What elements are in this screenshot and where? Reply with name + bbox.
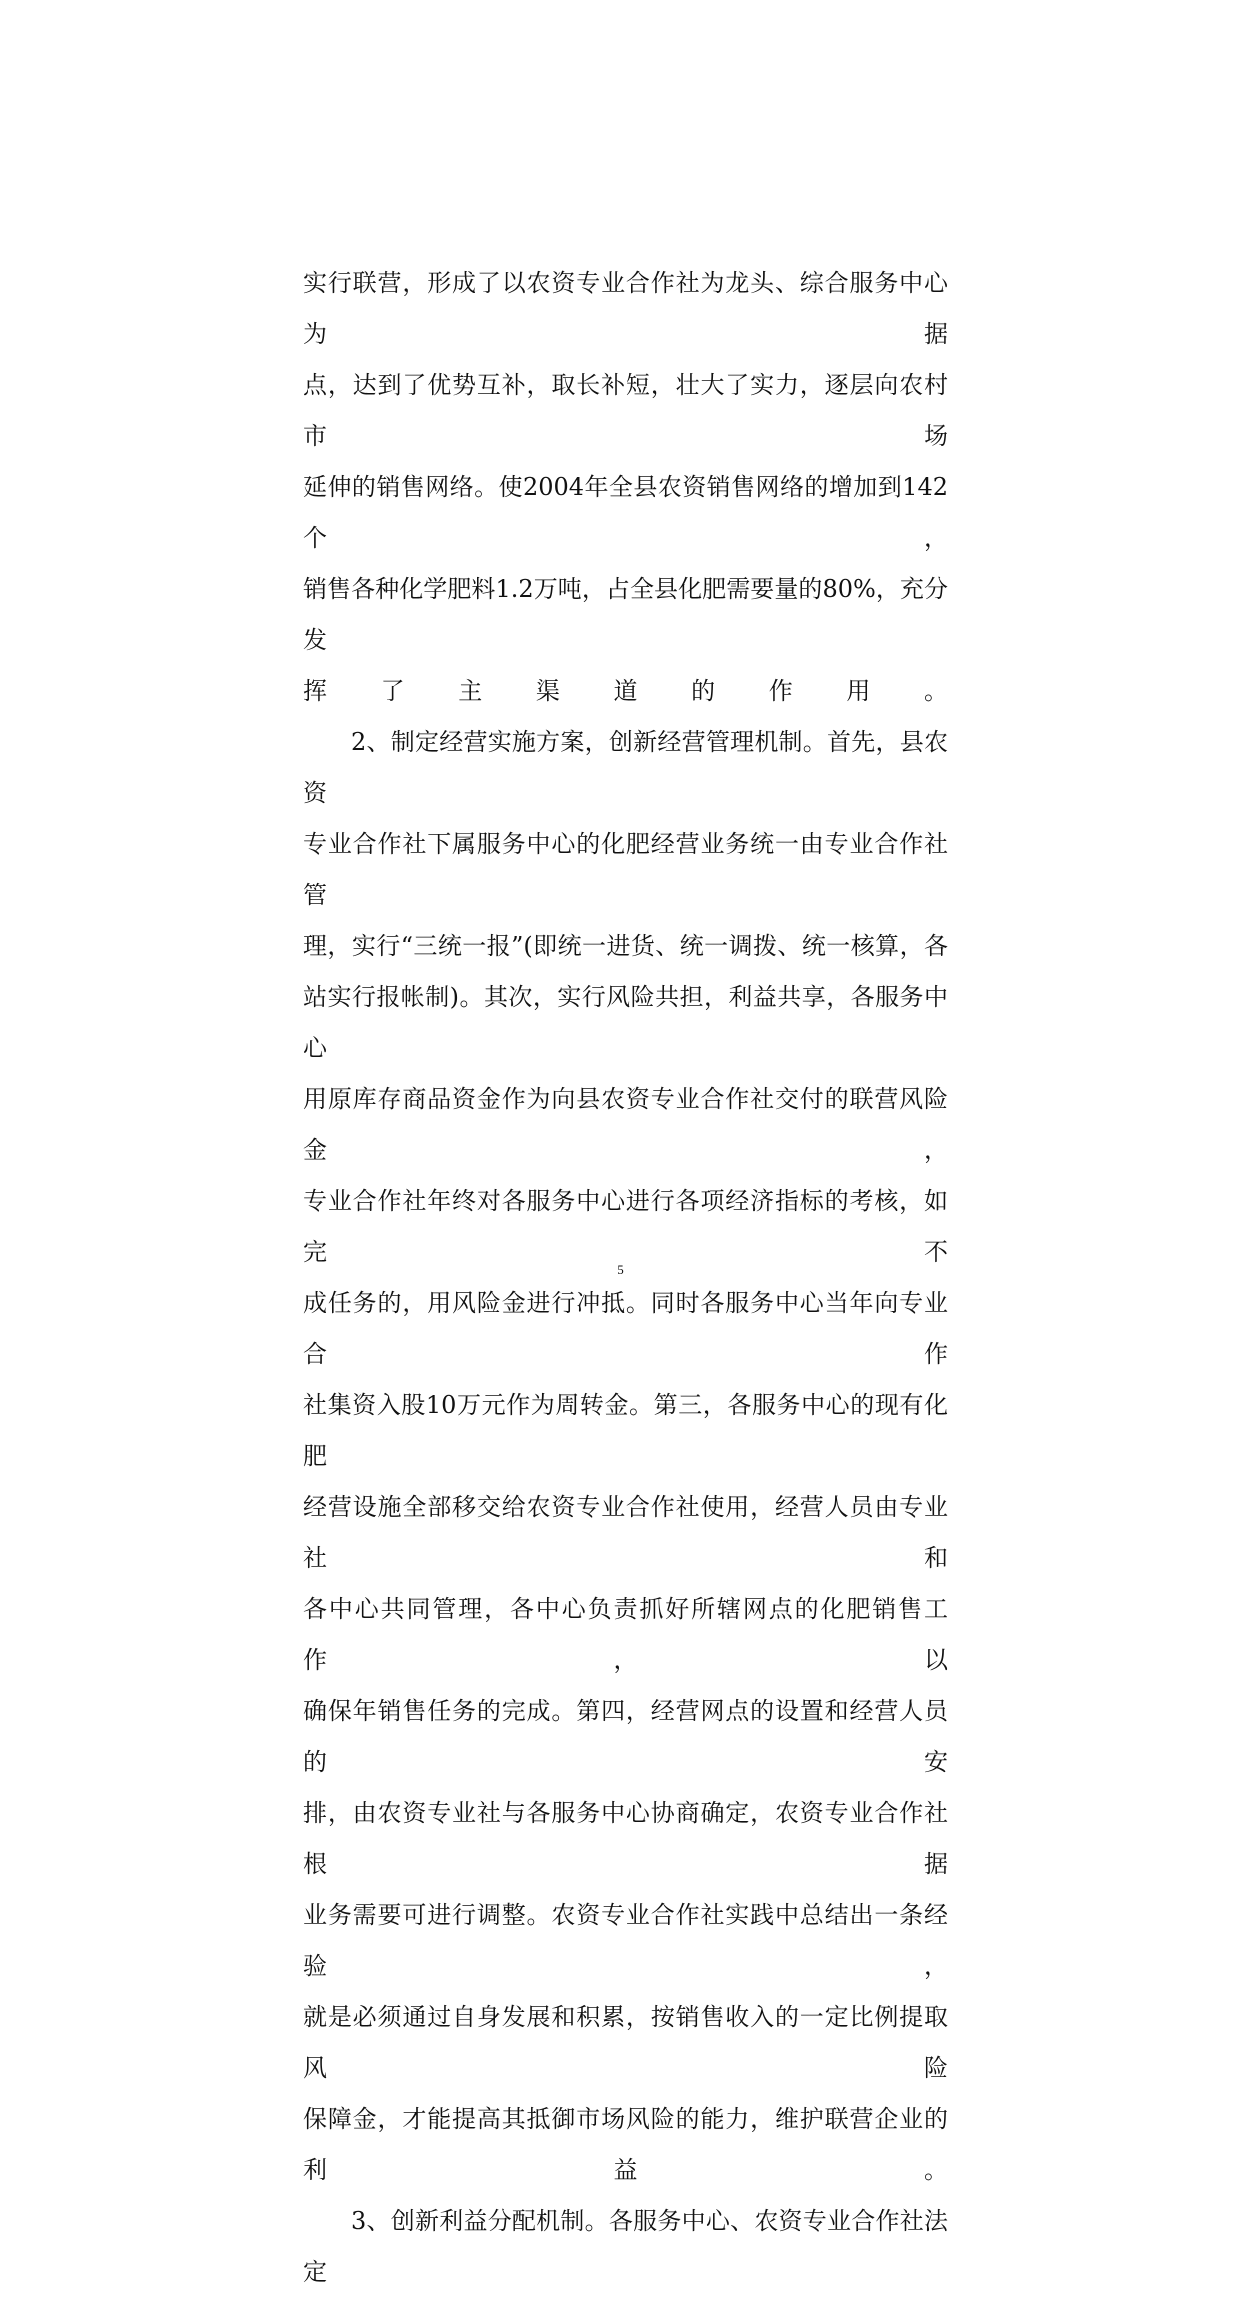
text-line: 排，由农资专业社与各服务中心协商确定，农资专业合作社根据 [303, 1799, 948, 1878]
text-line: 保障金，才能提高其抵御市场风险的能力，维护联营企业的利益。 [303, 2105, 948, 2184]
body-text [303, 258, 948, 2298]
text-line: 经营设施全部移交给农资专业合作社使用，经营人员由专业社和 [303, 1493, 948, 1572]
text-line: 专业合作社下属服务中心的化肥经营业务统一由专业合作社管 [303, 830, 948, 909]
paragraph-2 [303, 717, 948, 2196]
text-line: 站实行报帐制)。其次，实行风险共担，利益共享，各服务中心 [303, 983, 948, 1062]
paragraph-3 [303, 2196, 948, 2298]
paragraph-1 [303, 258, 948, 717]
text-line: 2、制定经营实施方案，创新经营管理机制。首先，县农资 [303, 728, 948, 807]
text-line: 用原库存商品资金作为向县农资专业合作社交付的联营风险金， [303, 1085, 948, 1164]
text-line: 挥了主渠道的作用。 [303, 677, 948, 705]
text-line: 专业合作社年终对各服务中心进行各项经济指标的考核，如完不 [303, 1187, 948, 1266]
text-line: 理，实行“三统一报”(即统一进货、统一调拨、统一核算，各 [303, 932, 948, 960]
text-line: 各中心共同管理，各中心负责抓好所辖网点的化肥销售工作，以 [303, 1595, 948, 1674]
text-line: 实行联营，形成了以农资专业合作社为龙头、综合服务中心为据 [303, 269, 948, 348]
text-line: 销售各种化学肥料1.2万吨，占全县化肥需要量的80%，充分发 [303, 575, 948, 654]
text-line: 社集资入股10万元作为周转金。第三，各服务中心的现有化肥 [303, 1391, 948, 1470]
text-line: 成任务的，用风险金进行冲抵。同时各服务中心当年向专业合作 [303, 1289, 948, 1368]
text-line: 延伸的销售网络。使2004年全县农资销售网络的增加到142个， [303, 473, 948, 552]
text-line: 业务需要可进行调整。农资专业合作社实践中总结出一条经验， [303, 1901, 948, 1980]
text-line: 确保年销售任务的完成。第四，经营网点的设置和经营人员的安 [303, 1697, 948, 1776]
text-line: 点，达到了优势互补，取长补短，壮大了实力，逐层向农村市场 [303, 371, 948, 450]
text-line: 就是必须通过自身发展和积累，按销售收入的一定比例提取风险 [303, 2003, 948, 2082]
page-number: 5 [617, 1262, 624, 1277]
text-line: 3、创新利益分配机制。各服务中心、农资专业合作社法定 [303, 2207, 948, 2286]
